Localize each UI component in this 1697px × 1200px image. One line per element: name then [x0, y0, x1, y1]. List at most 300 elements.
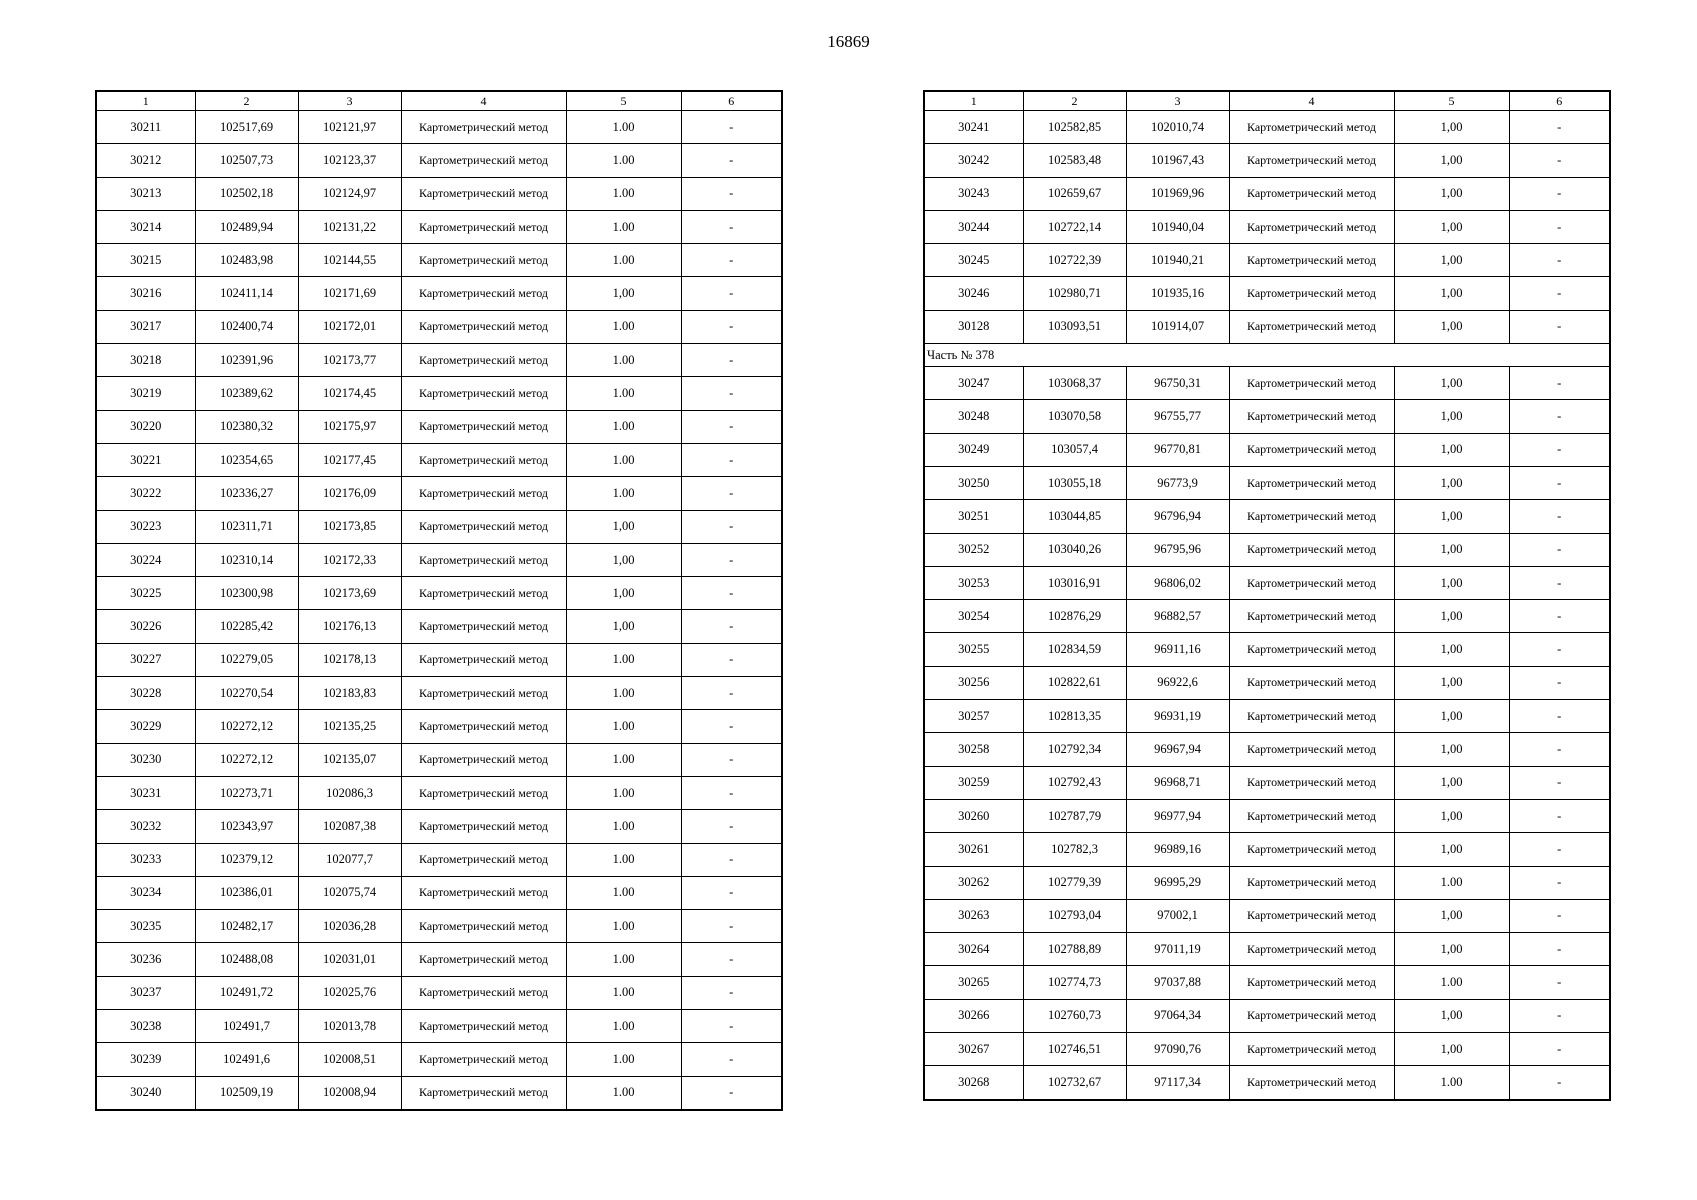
cell-method: Картометрический метод [1229, 600, 1394, 633]
cell-method: Картометрический метод [401, 710, 566, 743]
table-row [924, 400, 1610, 433]
cell-accuracy: 1,00 [1394, 400, 1509, 433]
column-header: 5 [1394, 91, 1509, 111]
cell-coord-y: 96796,94 [1126, 500, 1229, 533]
column-header: 4 [401, 91, 566, 111]
cell-accuracy: 1.00 [566, 210, 681, 243]
section-row [924, 344, 1610, 367]
cell-coord-x: 102509,19 [195, 1076, 298, 1110]
cell-note: - [1509, 210, 1610, 243]
cell-coord-x: 102793,04 [1023, 899, 1126, 932]
cell-accuracy: 1,00 [1394, 310, 1509, 343]
cell-coord-x: 102379,12 [195, 843, 298, 876]
cell-coord-y: 101940,21 [1126, 244, 1229, 277]
cell-note: - [1509, 466, 1610, 499]
cell-note: - [1509, 999, 1610, 1032]
cell-point-number: 30246 [924, 277, 1023, 310]
cell-coord-x: 103093,51 [1023, 310, 1126, 343]
cell-point-number: 30223 [96, 510, 195, 543]
table-row [96, 344, 782, 377]
cell-accuracy: 1,00 [1394, 833, 1509, 866]
cell-note: - [1509, 700, 1610, 733]
cell-coord-x: 102583,48 [1023, 144, 1126, 177]
cell-note: - [681, 577, 782, 610]
cell-note: - [681, 377, 782, 410]
cell-coord-y: 102176,13 [298, 610, 401, 643]
cell-point-number: 30257 [924, 700, 1023, 733]
cell-note: - [681, 776, 782, 809]
cell-method: Картометрический метод [1229, 466, 1394, 499]
table-row [924, 210, 1610, 243]
cell-coord-x: 102489,94 [195, 210, 298, 243]
cell-coord-y: 102183,83 [298, 677, 401, 710]
cell-note: - [681, 1043, 782, 1076]
cell-coord-x: 102491,72 [195, 976, 298, 1009]
cell-coord-x: 102659,67 [1023, 177, 1126, 210]
table-row [96, 210, 782, 243]
cell-accuracy: 1.00 [566, 976, 681, 1009]
table-row [96, 843, 782, 876]
table-row [96, 943, 782, 976]
cell-coord-x: 102774,73 [1023, 966, 1126, 999]
cell-coord-x: 102279,05 [195, 643, 298, 676]
table-row [96, 244, 782, 277]
cell-method: Картометрический метод [401, 1076, 566, 1110]
cell-coord-y: 102008,94 [298, 1076, 401, 1110]
cell-point-number: 30242 [924, 144, 1023, 177]
cell-point-number: 30259 [924, 766, 1023, 799]
cell-note: - [681, 244, 782, 277]
cell-point-number: 30254 [924, 600, 1023, 633]
column-header: 3 [298, 91, 401, 111]
cell-method: Картометрический метод [401, 344, 566, 377]
cell-point-number: 30215 [96, 244, 195, 277]
cell-coord-x: 102270,54 [195, 677, 298, 710]
table-row [96, 776, 782, 809]
cell-accuracy: 1,00 [566, 577, 681, 610]
cell-note: - [681, 976, 782, 1009]
cell-coord-x: 102391,96 [195, 344, 298, 377]
cell-method: Картометрический метод [401, 177, 566, 210]
right-coordinates-table [923, 90, 1611, 1101]
cell-method: Картометрический метод [1229, 433, 1394, 466]
cell-method: Картометрический метод [401, 410, 566, 443]
table-row [96, 277, 782, 310]
cell-coord-y: 102013,78 [298, 1010, 401, 1043]
cell-accuracy: 1.00 [1394, 1066, 1509, 1100]
cell-accuracy: 1,00 [1394, 1033, 1509, 1066]
cell-coord-x: 102722,14 [1023, 210, 1126, 243]
cell-point-number: 30211 [96, 111, 195, 144]
cell-coord-x: 102400,74 [195, 310, 298, 343]
table-row [924, 866, 1610, 899]
table-row [96, 876, 782, 909]
cell-note: - [1509, 1033, 1610, 1066]
cell-coord-y: 96911,16 [1126, 633, 1229, 666]
cell-note: - [1509, 111, 1610, 144]
cell-method: Картометрический метод [401, 210, 566, 243]
column-header: 2 [195, 91, 298, 111]
cell-point-number: 30258 [924, 733, 1023, 766]
cell-accuracy: 1,00 [1394, 144, 1509, 177]
cell-method: Картометрический метод [401, 1043, 566, 1076]
cell-note: - [681, 344, 782, 377]
table-row [924, 177, 1610, 210]
cell-point-number: 30243 [924, 177, 1023, 210]
cell-coord-x: 102483,98 [195, 244, 298, 277]
cell-coord-x: 102792,43 [1023, 766, 1126, 799]
right-table-body-b [924, 367, 1610, 1100]
table-row [924, 277, 1610, 310]
table-row [96, 310, 782, 343]
table-row [924, 999, 1610, 1032]
cell-coord-y: 96995,29 [1126, 866, 1229, 899]
cell-accuracy: 1.00 [566, 643, 681, 676]
cell-coord-x: 103055,18 [1023, 466, 1126, 499]
cell-note: - [1509, 310, 1610, 343]
cell-method: Картометрический метод [401, 643, 566, 676]
cell-method: Картометрический метод [401, 776, 566, 809]
cell-coord-x: 103070,58 [1023, 400, 1126, 433]
cell-point-number: 30216 [96, 277, 195, 310]
cell-method: Картометрический метод [401, 1010, 566, 1043]
cell-point-number: 30233 [96, 843, 195, 876]
cell-point-number: 30255 [924, 633, 1023, 666]
cell-note: - [681, 310, 782, 343]
cell-coord-y: 96989,16 [1126, 833, 1229, 866]
cell-note: - [1509, 433, 1610, 466]
cell-point-number: 30225 [96, 577, 195, 610]
cell-accuracy: 1,00 [1394, 244, 1509, 277]
cell-accuracy: 1.00 [566, 410, 681, 443]
cell-coord-y: 102124,97 [298, 177, 401, 210]
cell-point-number: 30264 [924, 933, 1023, 966]
cell-accuracy: 1.00 [566, 810, 681, 843]
cell-note: - [1509, 600, 1610, 633]
cell-note: - [681, 677, 782, 710]
cell-accuracy: 1,00 [1394, 899, 1509, 932]
cell-accuracy: 1,00 [566, 510, 681, 543]
cell-note: - [1509, 799, 1610, 832]
cell-coord-x: 102582,85 [1023, 111, 1126, 144]
cell-accuracy: 1.00 [566, 1076, 681, 1110]
cell-note: - [681, 810, 782, 843]
cell-note: - [681, 910, 782, 943]
table-row [924, 310, 1610, 343]
cell-accuracy: 1.00 [566, 776, 681, 809]
table-row [96, 410, 782, 443]
cell-note: - [681, 876, 782, 909]
cell-point-number: 30232 [96, 810, 195, 843]
cell-accuracy: 1.00 [566, 710, 681, 743]
cell-coord-y: 96931,19 [1126, 700, 1229, 733]
table-row [924, 1066, 1610, 1100]
cell-note: - [681, 410, 782, 443]
cell-coord-y: 96882,57 [1126, 600, 1229, 633]
cell-method: Картометрический метод [401, 310, 566, 343]
cell-accuracy: 1.00 [566, 477, 681, 510]
cell-accuracy: 1,00 [1394, 177, 1509, 210]
table-row [96, 477, 782, 510]
cell-coord-y: 102121,97 [298, 111, 401, 144]
cell-accuracy: 1.00 [566, 244, 681, 277]
column-header: 3 [1126, 91, 1229, 111]
cell-coord-x: 102732,67 [1023, 1066, 1126, 1100]
cell-accuracy: 1,00 [1394, 500, 1509, 533]
cell-accuracy: 1.00 [566, 377, 681, 410]
cell-method: Картометрический метод [1229, 310, 1394, 343]
cell-method: Картометрический метод [1229, 566, 1394, 599]
cell-point-number: 30231 [96, 776, 195, 809]
cell-method: Картометрический метод [1229, 799, 1394, 832]
table-row [96, 111, 782, 144]
cell-method: Картометрический метод [401, 876, 566, 909]
cell-coord-x: 102285,42 [195, 610, 298, 643]
cell-point-number: 30226 [96, 610, 195, 643]
cell-coord-x: 102336,27 [195, 477, 298, 510]
cell-method: Картометрический метод [1229, 866, 1394, 899]
cell-accuracy: 1,00 [1394, 733, 1509, 766]
table-row [96, 443, 782, 476]
cell-method: Картометрический метод [401, 443, 566, 476]
cell-coord-y: 96922,6 [1126, 666, 1229, 699]
cell-method: Картометрический метод [1229, 633, 1394, 666]
cell-point-number: 30253 [924, 566, 1023, 599]
cell-method: Картометрический метод [401, 577, 566, 610]
cell-point-number: 30244 [924, 210, 1023, 243]
cell-method: Картометрический метод [401, 477, 566, 510]
table-row [96, 710, 782, 743]
cell-accuracy: 1.00 [566, 1043, 681, 1076]
cell-point-number: 30239 [96, 1043, 195, 1076]
cell-method: Картометрический метод [401, 510, 566, 543]
cell-note: - [681, 177, 782, 210]
table-row [924, 244, 1610, 277]
cell-method: Картометрический метод [1229, 210, 1394, 243]
cell-method: Картометрический метод [401, 277, 566, 310]
cell-note: - [681, 443, 782, 476]
table-row [924, 733, 1610, 766]
cell-method: Картометрический метод [1229, 966, 1394, 999]
cell-point-number: 30224 [96, 543, 195, 576]
cell-coord-x: 102760,73 [1023, 999, 1126, 1032]
table-row [96, 677, 782, 710]
cell-method: Картометрический метод [1229, 1033, 1394, 1066]
right-table-body-a [924, 111, 1610, 344]
table-row [924, 1033, 1610, 1066]
cell-point-number: 30248 [924, 400, 1023, 433]
cell-note: - [681, 843, 782, 876]
left-coordinates-table [95, 90, 783, 1111]
cell-method: Картометрический метод [401, 910, 566, 943]
cell-note: - [1509, 367, 1610, 400]
cell-coord-y: 97064,34 [1126, 999, 1229, 1032]
cell-coord-x: 103057,4 [1023, 433, 1126, 466]
cell-accuracy: 1,00 [1394, 433, 1509, 466]
cell-point-number: 30213 [96, 177, 195, 210]
cell-coord-x: 102343,97 [195, 810, 298, 843]
cell-point-number: 30219 [96, 377, 195, 410]
section-label: Часть № 378 [924, 344, 1610, 367]
cell-point-number: 30218 [96, 344, 195, 377]
cell-coord-x: 102746,51 [1023, 1033, 1126, 1066]
table-row [924, 700, 1610, 733]
cell-coord-y: 96795,96 [1126, 533, 1229, 566]
cell-coord-y: 101940,04 [1126, 210, 1229, 243]
cell-accuracy: 1.00 [566, 943, 681, 976]
cell-method: Картометрический метод [1229, 1066, 1394, 1100]
cell-method: Картометрический метод [401, 144, 566, 177]
cell-accuracy: 1,00 [1394, 799, 1509, 832]
cell-accuracy: 1.00 [566, 910, 681, 943]
cell-coord-x: 102980,71 [1023, 277, 1126, 310]
cell-note: - [1509, 244, 1610, 277]
cell-coord-x: 102779,39 [1023, 866, 1126, 899]
cell-point-number: 30128 [924, 310, 1023, 343]
cell-note: - [681, 543, 782, 576]
table-row [924, 367, 1610, 400]
cell-coord-x: 103040,26 [1023, 533, 1126, 566]
cell-method: Картометрический метод [401, 743, 566, 776]
cell-note: - [1509, 1066, 1610, 1100]
cell-note: - [1509, 866, 1610, 899]
cell-point-number: 30256 [924, 666, 1023, 699]
cell-coord-x: 102389,62 [195, 377, 298, 410]
cell-point-number: 30217 [96, 310, 195, 343]
cell-method: Картометрический метод [1229, 277, 1394, 310]
cell-coord-y: 102135,25 [298, 710, 401, 743]
cell-coord-x: 102310,14 [195, 543, 298, 576]
cell-accuracy: 1,00 [1394, 766, 1509, 799]
cell-point-number: 30221 [96, 443, 195, 476]
cell-method: Картометрический метод [1229, 533, 1394, 566]
cell-accuracy: 1,00 [1394, 533, 1509, 566]
cell-note: - [1509, 277, 1610, 310]
table-row [96, 643, 782, 676]
column-header: 6 [681, 91, 782, 111]
cell-note: - [1509, 766, 1610, 799]
cell-accuracy: 1.00 [566, 843, 681, 876]
cell-method: Картометрический метод [1229, 766, 1394, 799]
cell-coord-y: 96977,94 [1126, 799, 1229, 832]
cell-accuracy: 1,00 [1394, 633, 1509, 666]
cell-coord-x: 102813,35 [1023, 700, 1126, 733]
cell-note: - [681, 144, 782, 177]
cell-point-number: 30266 [924, 999, 1023, 1032]
cell-accuracy: 1.00 [566, 443, 681, 476]
header-row [96, 91, 782, 111]
table-row [924, 933, 1610, 966]
cell-coord-y: 97037,88 [1126, 966, 1229, 999]
left-table-body [96, 111, 782, 1110]
cell-accuracy: 1,00 [1394, 277, 1509, 310]
cell-accuracy: 1.00 [566, 177, 681, 210]
cell-accuracy: 1,00 [566, 277, 681, 310]
cell-accuracy: 1.00 [1394, 966, 1509, 999]
cell-coord-x: 102782,3 [1023, 833, 1126, 866]
cell-point-number: 30267 [924, 1033, 1023, 1066]
cell-coord-x: 102876,29 [1023, 600, 1126, 633]
cell-note: - [1509, 833, 1610, 866]
cell-coord-x: 102502,18 [195, 177, 298, 210]
cell-accuracy: 1,00 [1394, 933, 1509, 966]
table-row [96, 743, 782, 776]
cell-coord-y: 96968,71 [1126, 766, 1229, 799]
cell-point-number: 30229 [96, 710, 195, 743]
cell-coord-x: 102517,69 [195, 111, 298, 144]
cell-coord-y: 102177,45 [298, 443, 401, 476]
cell-coord-x: 102354,65 [195, 443, 298, 476]
cell-coord-x: 102272,12 [195, 710, 298, 743]
cell-coord-y: 96755,77 [1126, 400, 1229, 433]
cell-note: - [681, 277, 782, 310]
cell-method: Картометрический метод [1229, 244, 1394, 277]
cell-coord-y: 101967,43 [1126, 144, 1229, 177]
cell-coord-x: 103016,91 [1023, 566, 1126, 599]
cell-method: Картометрический метод [1229, 933, 1394, 966]
cell-coord-x: 102491,6 [195, 1043, 298, 1076]
cell-method: Картометрический метод [401, 244, 566, 277]
cell-point-number: 30250 [924, 466, 1023, 499]
cell-coord-y: 102087,38 [298, 810, 401, 843]
cell-coord-y: 102173,69 [298, 577, 401, 610]
cell-coord-x: 102482,17 [195, 910, 298, 943]
cell-note: - [1509, 566, 1610, 599]
column-header: 2 [1023, 91, 1126, 111]
cell-note: - [1509, 666, 1610, 699]
cell-coord-y: 102172,01 [298, 310, 401, 343]
cell-note: - [681, 643, 782, 676]
cell-point-number: 30238 [96, 1010, 195, 1043]
table-row [96, 1010, 782, 1043]
cell-coord-y: 102173,77 [298, 344, 401, 377]
cell-coord-y: 102176,09 [298, 477, 401, 510]
cell-accuracy: 1,00 [1394, 111, 1509, 144]
cell-coord-y: 102175,97 [298, 410, 401, 443]
table-row [96, 610, 782, 643]
table-row [96, 144, 782, 177]
cell-accuracy: 1.00 [1394, 866, 1509, 899]
table-row [924, 600, 1610, 633]
cell-note: - [681, 1010, 782, 1043]
cell-note: - [1509, 899, 1610, 932]
table-row [924, 144, 1610, 177]
table-row [96, 1076, 782, 1110]
cell-accuracy: 1,00 [1394, 210, 1509, 243]
cell-coord-x: 102488,08 [195, 943, 298, 976]
cell-accuracy: 1.00 [566, 1010, 681, 1043]
cell-note: - [1509, 533, 1610, 566]
column-header: 6 [1509, 91, 1610, 111]
cell-coord-x: 102411,14 [195, 277, 298, 310]
cell-coord-y: 101935,16 [1126, 277, 1229, 310]
cell-method: Картометрический метод [401, 810, 566, 843]
cell-method: Картометрический метод [401, 610, 566, 643]
cell-point-number: 30251 [924, 500, 1023, 533]
cell-point-number: 30212 [96, 144, 195, 177]
cell-coord-y: 96770,81 [1126, 433, 1229, 466]
cell-note: - [681, 710, 782, 743]
cell-accuracy: 1,00 [566, 610, 681, 643]
table-row [96, 810, 782, 843]
cell-coord-x: 102788,89 [1023, 933, 1126, 966]
table-row [924, 500, 1610, 533]
cell-coord-y: 97011,19 [1126, 933, 1229, 966]
table-row [924, 533, 1610, 566]
cell-coord-x: 102311,71 [195, 510, 298, 543]
cell-coord-y: 96967,94 [1126, 733, 1229, 766]
cell-accuracy: 1,00 [1394, 600, 1509, 633]
